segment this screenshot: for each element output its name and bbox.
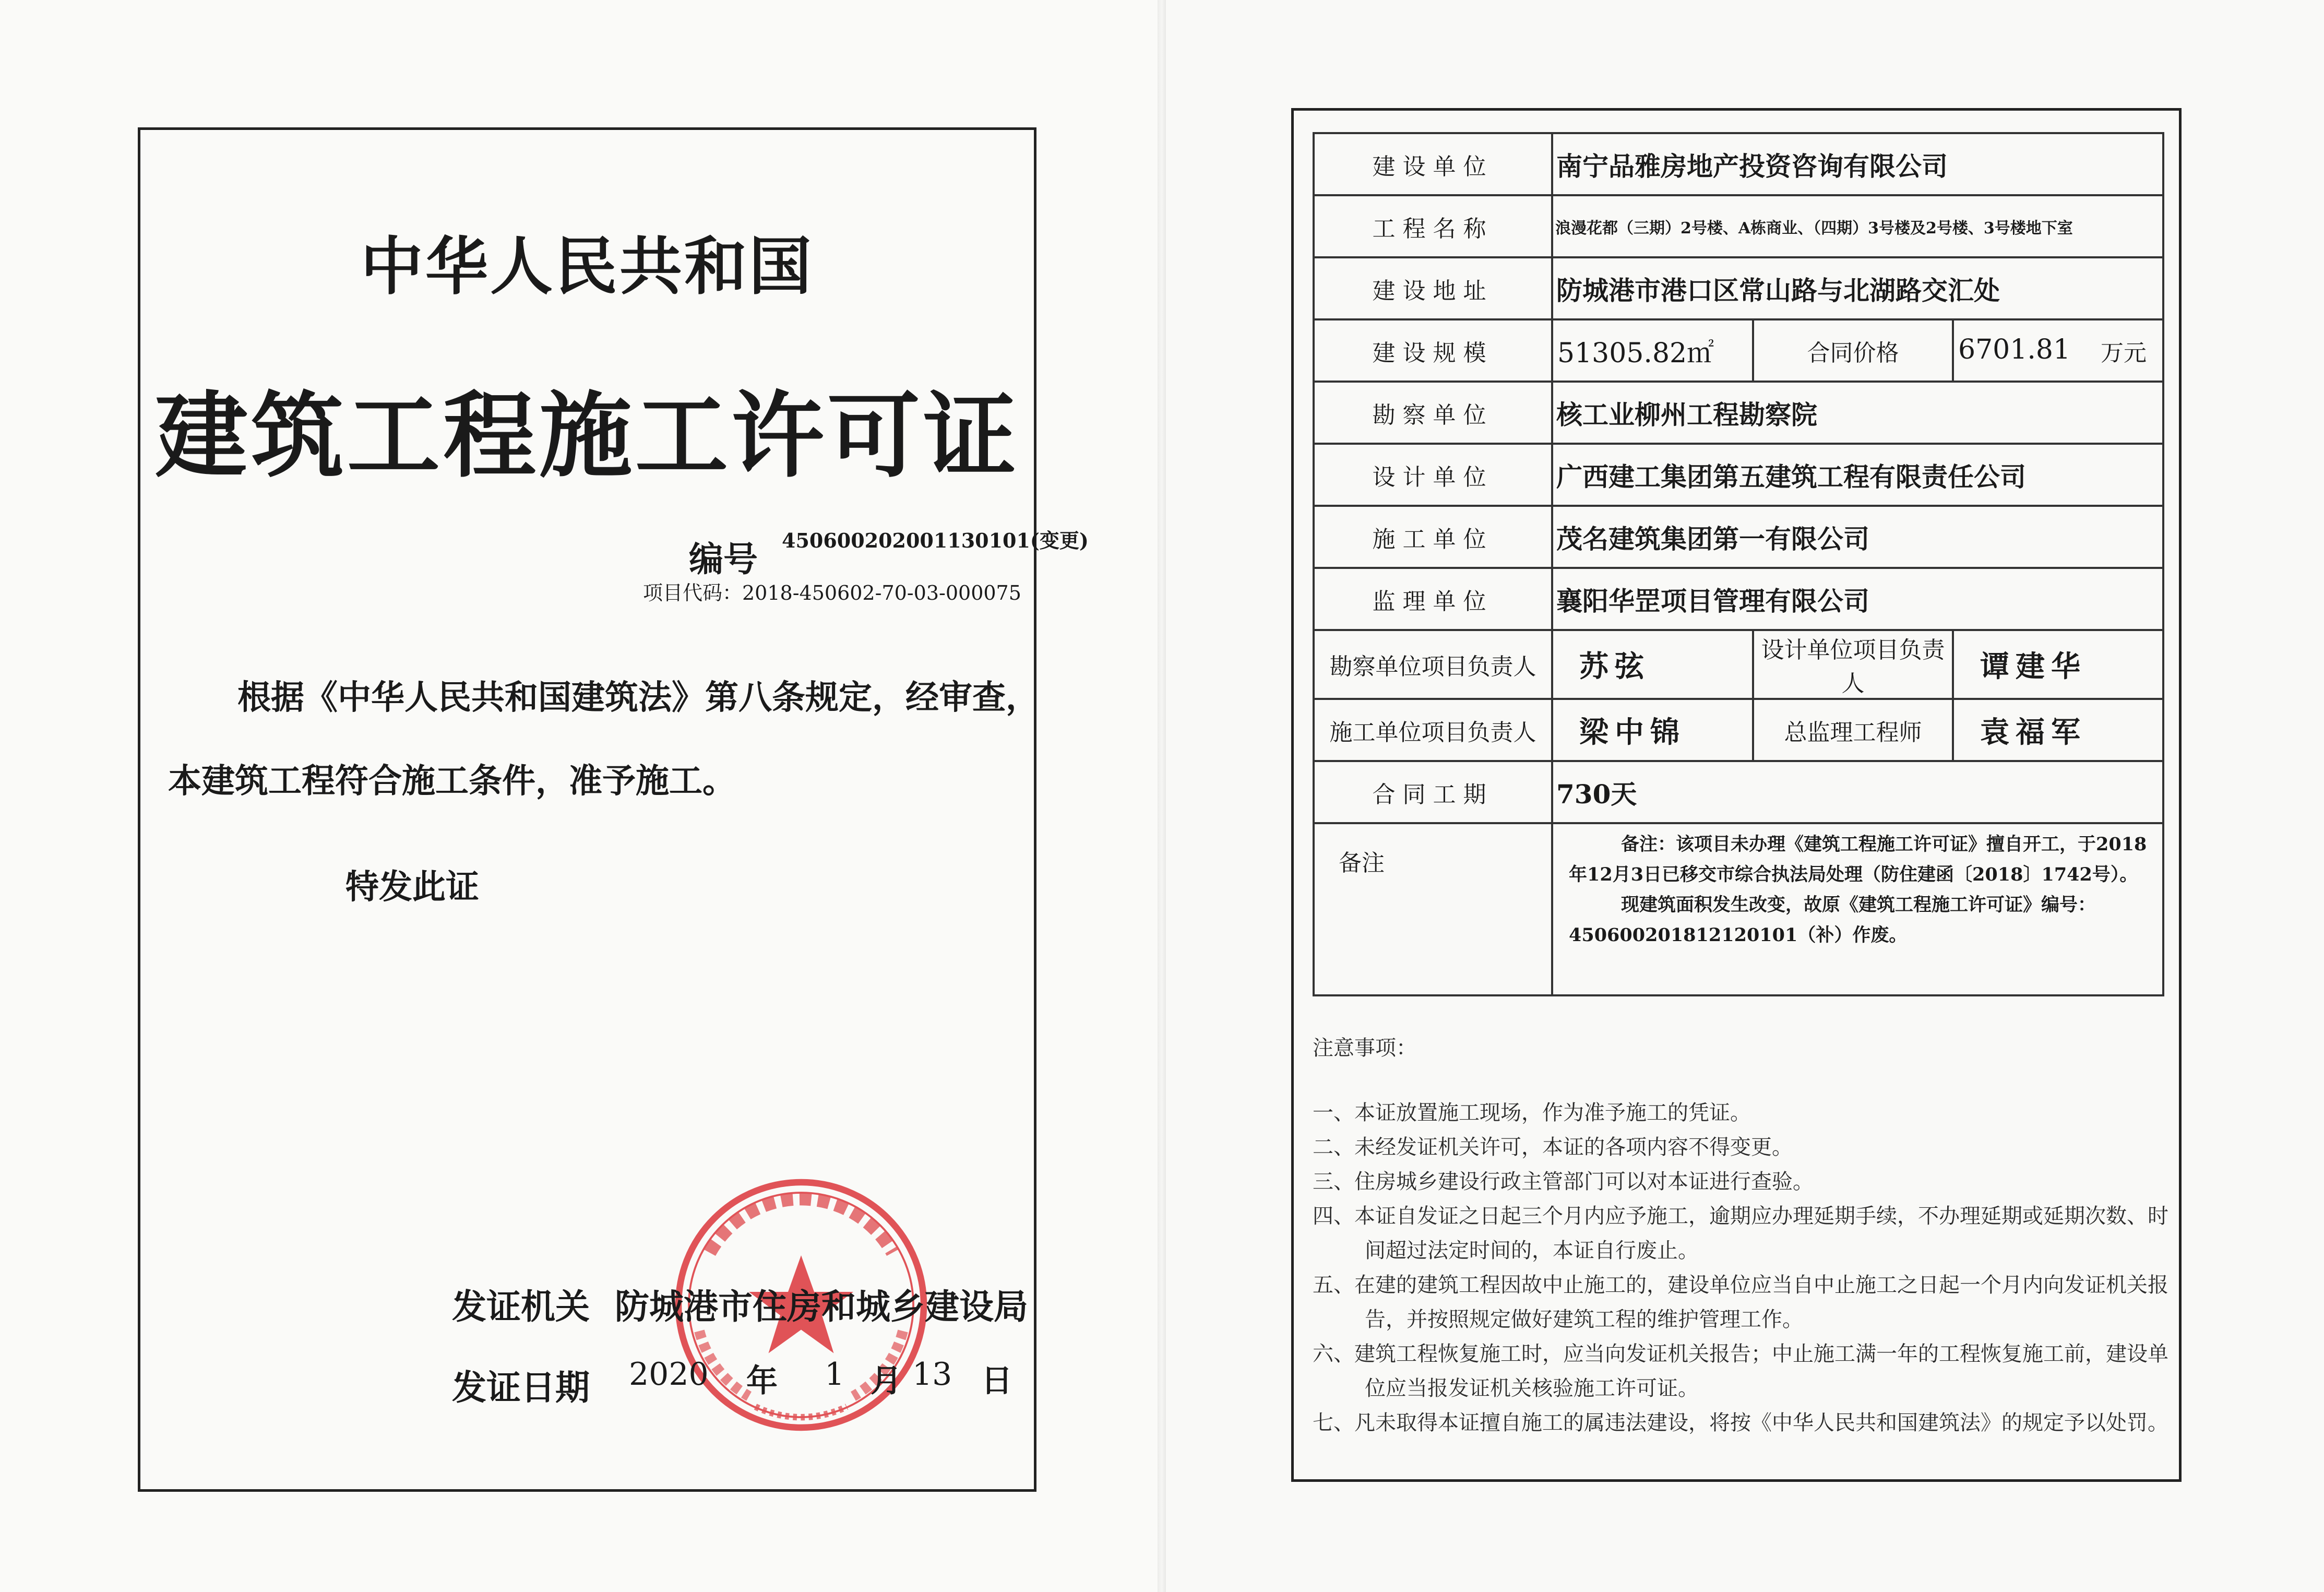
notes-title: 注意事项： xyxy=(1313,1037,1417,1060)
scale-label: 建设规模 xyxy=(1314,319,1552,382)
design-lead-value: 谭建华 xyxy=(1953,630,2163,699)
table-row xyxy=(1314,257,2163,319)
table-row xyxy=(1314,319,2163,382)
project-name-value: 浪漫花都（三期）2号楼、A栋商业、（四期）3号楼及2号楼、3号楼地下室 xyxy=(1552,195,2163,257)
survey-unit-value: 核工业柳州工程勘察院 xyxy=(1552,382,2163,444)
number-label: 编号 xyxy=(689,539,758,579)
page-spine xyxy=(1158,0,1166,1592)
table-row xyxy=(1314,568,2163,630)
design-unit-label: 设计单位 xyxy=(1314,444,1552,506)
design-unit-value: 广西建工集团第五建筑工程有限责任公司 xyxy=(1552,444,2163,506)
builder-label: 建设单位 xyxy=(1314,133,1552,195)
scale-value: 51305.82㎡ xyxy=(1552,319,1753,382)
notes-list xyxy=(1313,1096,2168,1440)
certificate-number: 450600202001130101(变更) xyxy=(782,529,1089,552)
certificate-title: 建筑工程施工许可证 xyxy=(155,381,1019,490)
issuing-authority: 防城港市住房和城乡建设局 xyxy=(615,1286,1028,1327)
month-char: 月 xyxy=(871,1363,902,1399)
issuer-label: 发证机关 xyxy=(452,1286,590,1327)
survey-unit-label: 勘察单位 xyxy=(1314,382,1552,444)
table-row xyxy=(1314,761,2163,823)
price-label: 合同价格 xyxy=(1753,319,1953,382)
notes-section xyxy=(1313,1031,2168,1440)
table-row xyxy=(1314,133,2163,195)
construction-lead-value: 梁中锦 xyxy=(1552,699,1753,761)
price-cell xyxy=(1953,319,2163,382)
list-item: 六、建筑工程恢复施工时，应当向发证机关报告；中止施工满一年的工程恢复施工前，建设单位应当报发证机关核验施工许可证。 xyxy=(1313,1342,2168,1400)
address-value: 防城港市港口区常山路与北湖路交汇处 xyxy=(1552,257,2163,319)
day-char: 日 xyxy=(981,1363,1012,1399)
contract-period-value: 730天 xyxy=(1552,761,2163,823)
year-char: 年 xyxy=(746,1363,778,1399)
contract-period-label: 合同工期 xyxy=(1314,761,1552,823)
construction-unit-label: 施工单位 xyxy=(1314,506,1552,568)
table-row xyxy=(1314,699,2163,761)
issue-date-label: 发证日期 xyxy=(452,1367,590,1408)
remark-paragraph-2: 现建筑面积发生改变，故原《建筑工程施工许可证》编号：450600201812120101（补）作废。 xyxy=(1569,894,2096,946)
table-row xyxy=(1314,382,2163,444)
issue-day: 13 xyxy=(912,1356,952,1393)
list-item: 四、本证自发证之日起三个月内应予施工，逾期应办理延期手续，不办理延期或延期次数、时间超过法定时间的，本证自行废止。 xyxy=(1313,1205,2168,1262)
survey-lead-value: 苏弦 xyxy=(1552,630,1753,699)
price-value: 6701.81 xyxy=(1958,334,2071,365)
legal-basis-text: 根据《中华人民共和国建筑法》第八条规定，经审查， xyxy=(237,678,1039,717)
table-row xyxy=(1314,823,2163,995)
list-item: 二、未经发证机关许可，本证的各项内容不得变更。 xyxy=(1313,1136,1793,1159)
list-item: 三、住房城乡建设行政主管部门可以对本证进行查验。 xyxy=(1313,1170,1814,1193)
table-row xyxy=(1314,506,2163,568)
approval-text: 本建筑工程符合施工条件，准予施工。 xyxy=(168,762,736,801)
construction-lead-label: 施工单位项目负责人 xyxy=(1314,699,1552,761)
special-issue-text: 特发此证 xyxy=(345,868,479,907)
project-info-table xyxy=(1313,132,2164,996)
country-heading: 中华人民共和国 xyxy=(361,230,814,303)
remark-paragraph-1: 备注：该项目未办理《建筑工程施工许可证》擅自开工，于2018年12月3日已移交市综合执法局处理（防住建函〔2018〕1742号）。 xyxy=(1569,834,2147,885)
builder-value: 南宁品雅房地产投资咨询有限公司 xyxy=(1552,133,2163,195)
list-item: 五、在建的建筑工程因故中止施工的，建设单位应当自中止施工之日起一个月内向发证机关报告，并按照规定做好建筑工程的维护管理工作。 xyxy=(1313,1274,2168,1331)
remark-label: 备注 xyxy=(1314,823,1552,995)
issue-month: 1 xyxy=(825,1356,845,1393)
list-item: 七、凡未取得本证擅自施工的属违法建设，将按《中华人民共和国建筑法》的规定予以处罚。 xyxy=(1313,1411,2168,1434)
chief-supervisor-label: 总监理工程师 xyxy=(1753,699,1953,761)
supervision-unit-value: 襄阳华罡项目管理有限公司 xyxy=(1552,568,2163,630)
chief-supervisor-value: 袁福军 xyxy=(1953,699,2163,761)
price-unit: 万元 xyxy=(2101,340,2147,366)
table-row xyxy=(1314,444,2163,506)
table-row xyxy=(1314,195,2163,257)
project-code: 项目代码：2018-450602-70-03-000075 xyxy=(643,581,1021,604)
list-item: 一、本证放置施工现场，作为准予施工的凭证。 xyxy=(1313,1101,1751,1124)
remark-value xyxy=(1552,823,2163,995)
design-lead-label: 设计单位项目负责人 xyxy=(1753,630,1953,699)
project-name-label: 工程名称 xyxy=(1314,195,1552,257)
issue-year: 2020 xyxy=(629,1356,709,1393)
table-row xyxy=(1314,630,2163,699)
address-label: 建设地址 xyxy=(1314,257,1552,319)
supervision-unit-label: 监理单位 xyxy=(1314,568,1552,630)
construction-unit-value: 茂名建筑集团第一有限公司 xyxy=(1552,506,2163,568)
survey-lead-label: 勘察单位项目负责人 xyxy=(1314,630,1552,699)
